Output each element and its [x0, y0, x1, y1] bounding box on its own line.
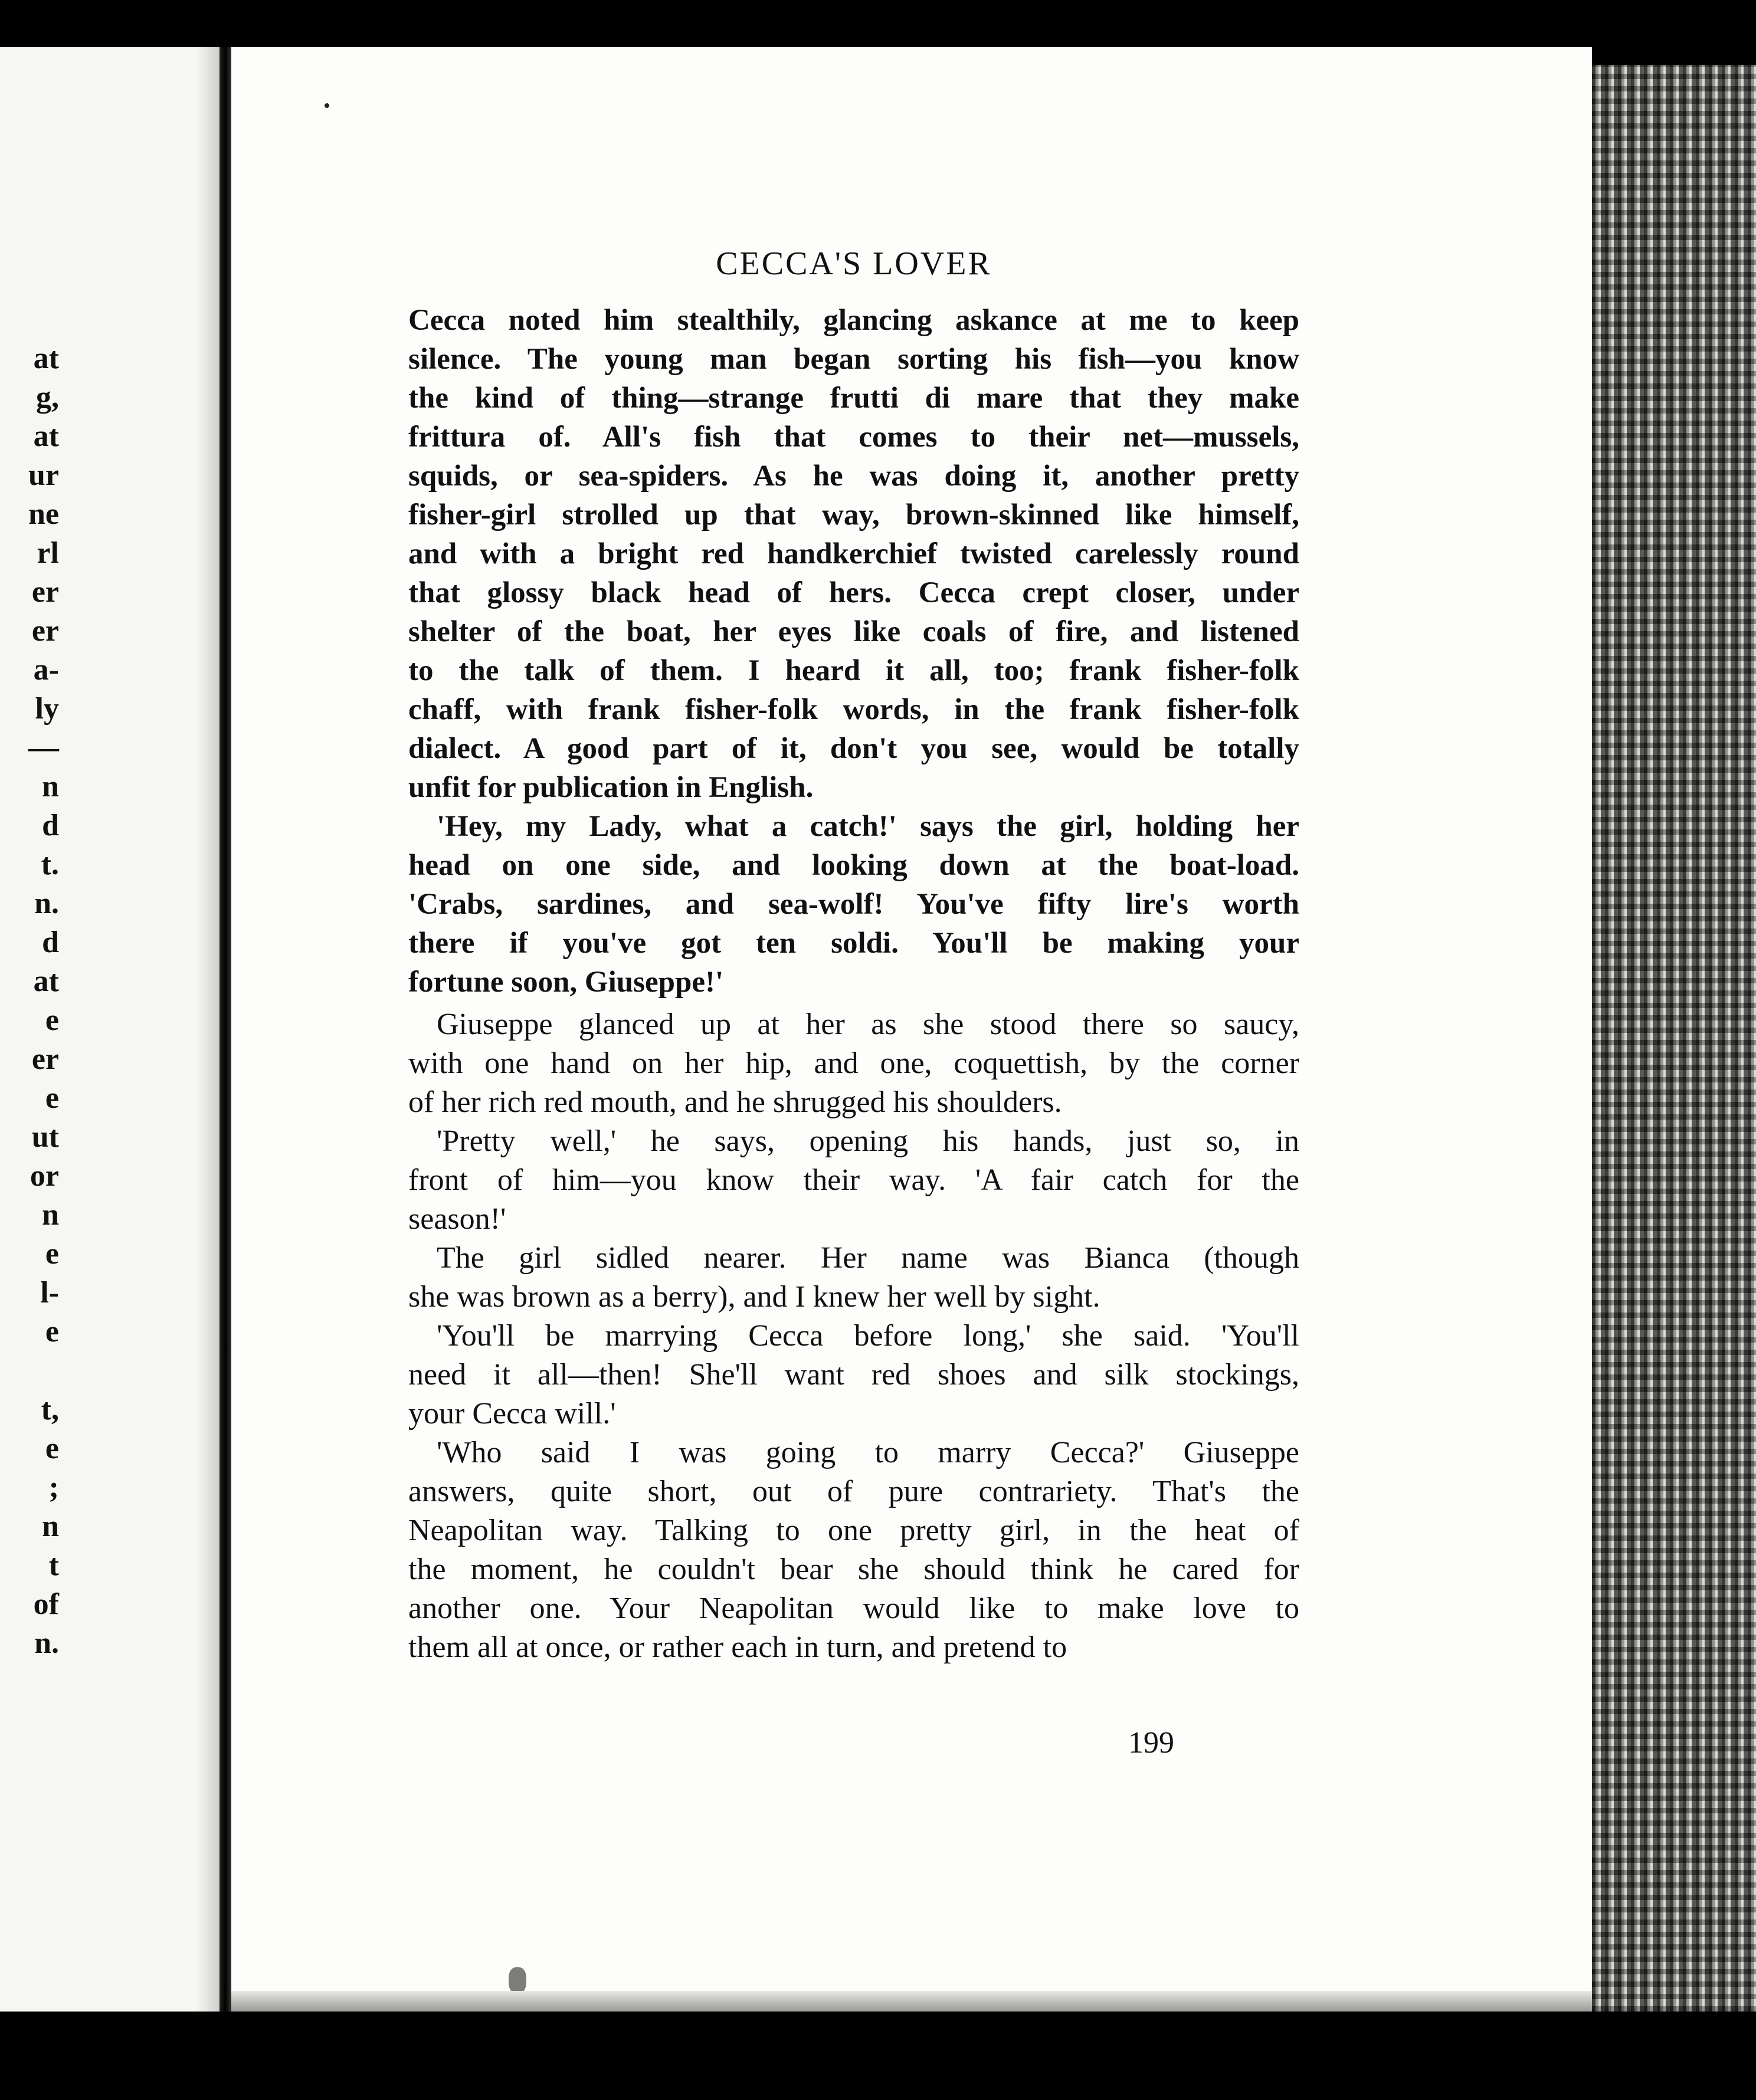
- facing-page-fragment: l-: [40, 1276, 59, 1310]
- facing-page-fragment: rl: [37, 536, 59, 570]
- facing-page-fragment: er: [31, 575, 59, 609]
- text-line: and with a bright red handkerchief twisted carelessly round: [408, 537, 1299, 570]
- text-line: The girl sidled nearer. Her name was Bianca (though: [437, 1241, 1299, 1275]
- paragraph: [408, 807, 1299, 1002]
- facing-page-fragment: n: [42, 770, 59, 803]
- text-line: head on one side, and looking down at the boat-load.: [408, 849, 1299, 882]
- text-line: Cecca noted him stealthily, glancing askance at me to keep: [408, 304, 1299, 337]
- facing-page-fragment: n.: [34, 1626, 59, 1660]
- facing-page-fragment: ;: [48, 1471, 59, 1504]
- facing-page-fragment: ne: [28, 497, 59, 531]
- facing-page-fragment: g,: [36, 380, 59, 414]
- facing-page-fragment: t,: [41, 1393, 59, 1426]
- text-line: the moment, he couldn't bear she should think he cared for: [408, 1553, 1299, 1586]
- body-text-bold: [408, 301, 1299, 1002]
- text-line: of her rich red mouth, and he shrugged his shoulders.: [408, 1085, 1062, 1119]
- text-line: season!': [408, 1202, 506, 1236]
- facing-page-fragment: ut: [31, 1120, 59, 1154]
- facing-page-fragment: n: [42, 1510, 59, 1543]
- paragraph: [408, 301, 1299, 807]
- text-line: 'Who said I was going to marry Cecca?' Giuseppe: [437, 1436, 1299, 1469]
- text-line: frittura of. All's fish that comes to their net—mussels,: [408, 421, 1299, 454]
- facing-page-fragment: e: [45, 1081, 59, 1115]
- facing-page-fragment: d: [42, 809, 59, 842]
- facing-page-fragment: e: [45, 1003, 59, 1037]
- text-line: chaff, with frank fisher-folk words, in the frank fisher-folk: [408, 693, 1299, 726]
- book-gutter: [220, 47, 231, 2012]
- paragraph: [408, 1122, 1299, 1239]
- text-line: squids, or sea-spiders. As he was doing it, another pretty: [408, 460, 1299, 493]
- text-line: another one. Your Neapolitan would like to make love to: [408, 1592, 1299, 1625]
- text-line: unfit for publication in English.: [408, 771, 814, 804]
- text-line: fisher-girl strolled up that way, brown-skinned like himself,: [408, 498, 1299, 531]
- page-number: 199: [1128, 1726, 1174, 1760]
- facing-page-fragment: n: [42, 1198, 59, 1232]
- facing-page-fragment: e: [45, 1432, 59, 1465]
- page-bottom-edge: [231, 1991, 1592, 2012]
- facing-page-fragment: n.: [34, 887, 59, 920]
- running-header: CECCA'S LOVER: [716, 245, 992, 282]
- facing-page-fragment: ly: [35, 692, 59, 726]
- book-page: [231, 47, 1592, 1991]
- facing-page-text-fragments: [0, 339, 59, 1663]
- book-fore-edge: [1592, 65, 1756, 2012]
- facing-page-fragment: er: [31, 614, 59, 648]
- facing-page-fragment: at: [33, 964, 59, 998]
- text-line: 'You'll be marrying Cecca before long,' she said. 'You'll: [437, 1319, 1299, 1353]
- text-line: that glossy black head of hers. Cecca crept closer, under: [408, 576, 1299, 609]
- text-line: 'Hey, my Lady, what a catch!' says the girl, holding her: [437, 810, 1299, 843]
- facing-page-fragment: a-: [33, 653, 59, 687]
- paragraph: [408, 1433, 1299, 1667]
- facing-page-fragment: e: [45, 1237, 59, 1271]
- text-line: front of him—you know their way. 'A fair catch for the: [408, 1163, 1299, 1197]
- ink-speck: [325, 103, 329, 108]
- paragraph: [408, 1239, 1299, 1317]
- paragraph: [408, 1005, 1299, 1122]
- facing-page-fragment: e: [45, 1315, 59, 1348]
- text-line: them all at once, or rather each in turn, and pretend to: [408, 1630, 1067, 1664]
- facing-page-fragment: d: [42, 926, 59, 959]
- page-edge-shadow: [196, 47, 220, 2012]
- text-line: 'Crabs, sardines, and sea-wolf! You've fifty lire's worth: [408, 888, 1299, 921]
- facing-page-fragment: at: [33, 419, 59, 453]
- text-line: Neapolitan way. Talking to one pretty girl, in the heat of: [408, 1514, 1299, 1547]
- facing-page-fragment: —: [28, 731, 59, 764]
- ink-smudge: [509, 1967, 526, 1993]
- facing-page-left: [0, 47, 220, 2012]
- text-line: need it all—then! She'll want red shoes and silk stockings,: [408, 1358, 1299, 1392]
- text-line: shelter of the boat, her eyes like coals of fire, and listened: [408, 615, 1299, 648]
- text-line: dialect. A good part of it, don't you see, would be totally: [408, 732, 1299, 765]
- body-text-regular: [408, 1005, 1299, 1667]
- text-line: to the talk of them. I heard it all, too; frank fisher-folk: [408, 654, 1299, 687]
- text-line: the kind of thing—strange frutti di mare that they make: [408, 382, 1299, 415]
- facing-page-fragment: or: [30, 1159, 59, 1193]
- text-line: silence. The young man began sorting his fish—you know: [408, 343, 1299, 376]
- text-line: fortune soon, Giuseppe!': [408, 966, 724, 999]
- text-line: Giuseppe glanced up at her as she stood there so saucy,: [437, 1008, 1299, 1041]
- text-line: answers, quite short, out of pure contrariety. That's the: [408, 1475, 1299, 1508]
- text-line: with one hand on her hip, and one, coquettish, by the corner: [408, 1046, 1299, 1080]
- facing-page-fragment: t.: [41, 848, 59, 881]
- paragraph: [408, 1317, 1299, 1433]
- text-line: your Cecca will.': [408, 1397, 616, 1430]
- text-line: she was brown as a berry), and I knew her well by sight.: [408, 1280, 1100, 1314]
- facing-page-fragment: at: [33, 342, 59, 375]
- facing-page-fragment: [0, 1351, 59, 1390]
- facing-page-fragment: t: [48, 1548, 59, 1582]
- facing-page-fragment: er: [31, 1042, 59, 1076]
- text-line: 'Pretty well,' he says, opening his hands, just so, in: [437, 1124, 1299, 1158]
- text-line: there if you've got ten soldi. You'll be making your: [408, 927, 1299, 960]
- facing-page-fragment: ur: [28, 458, 59, 492]
- facing-page-fragment: of: [33, 1587, 59, 1621]
